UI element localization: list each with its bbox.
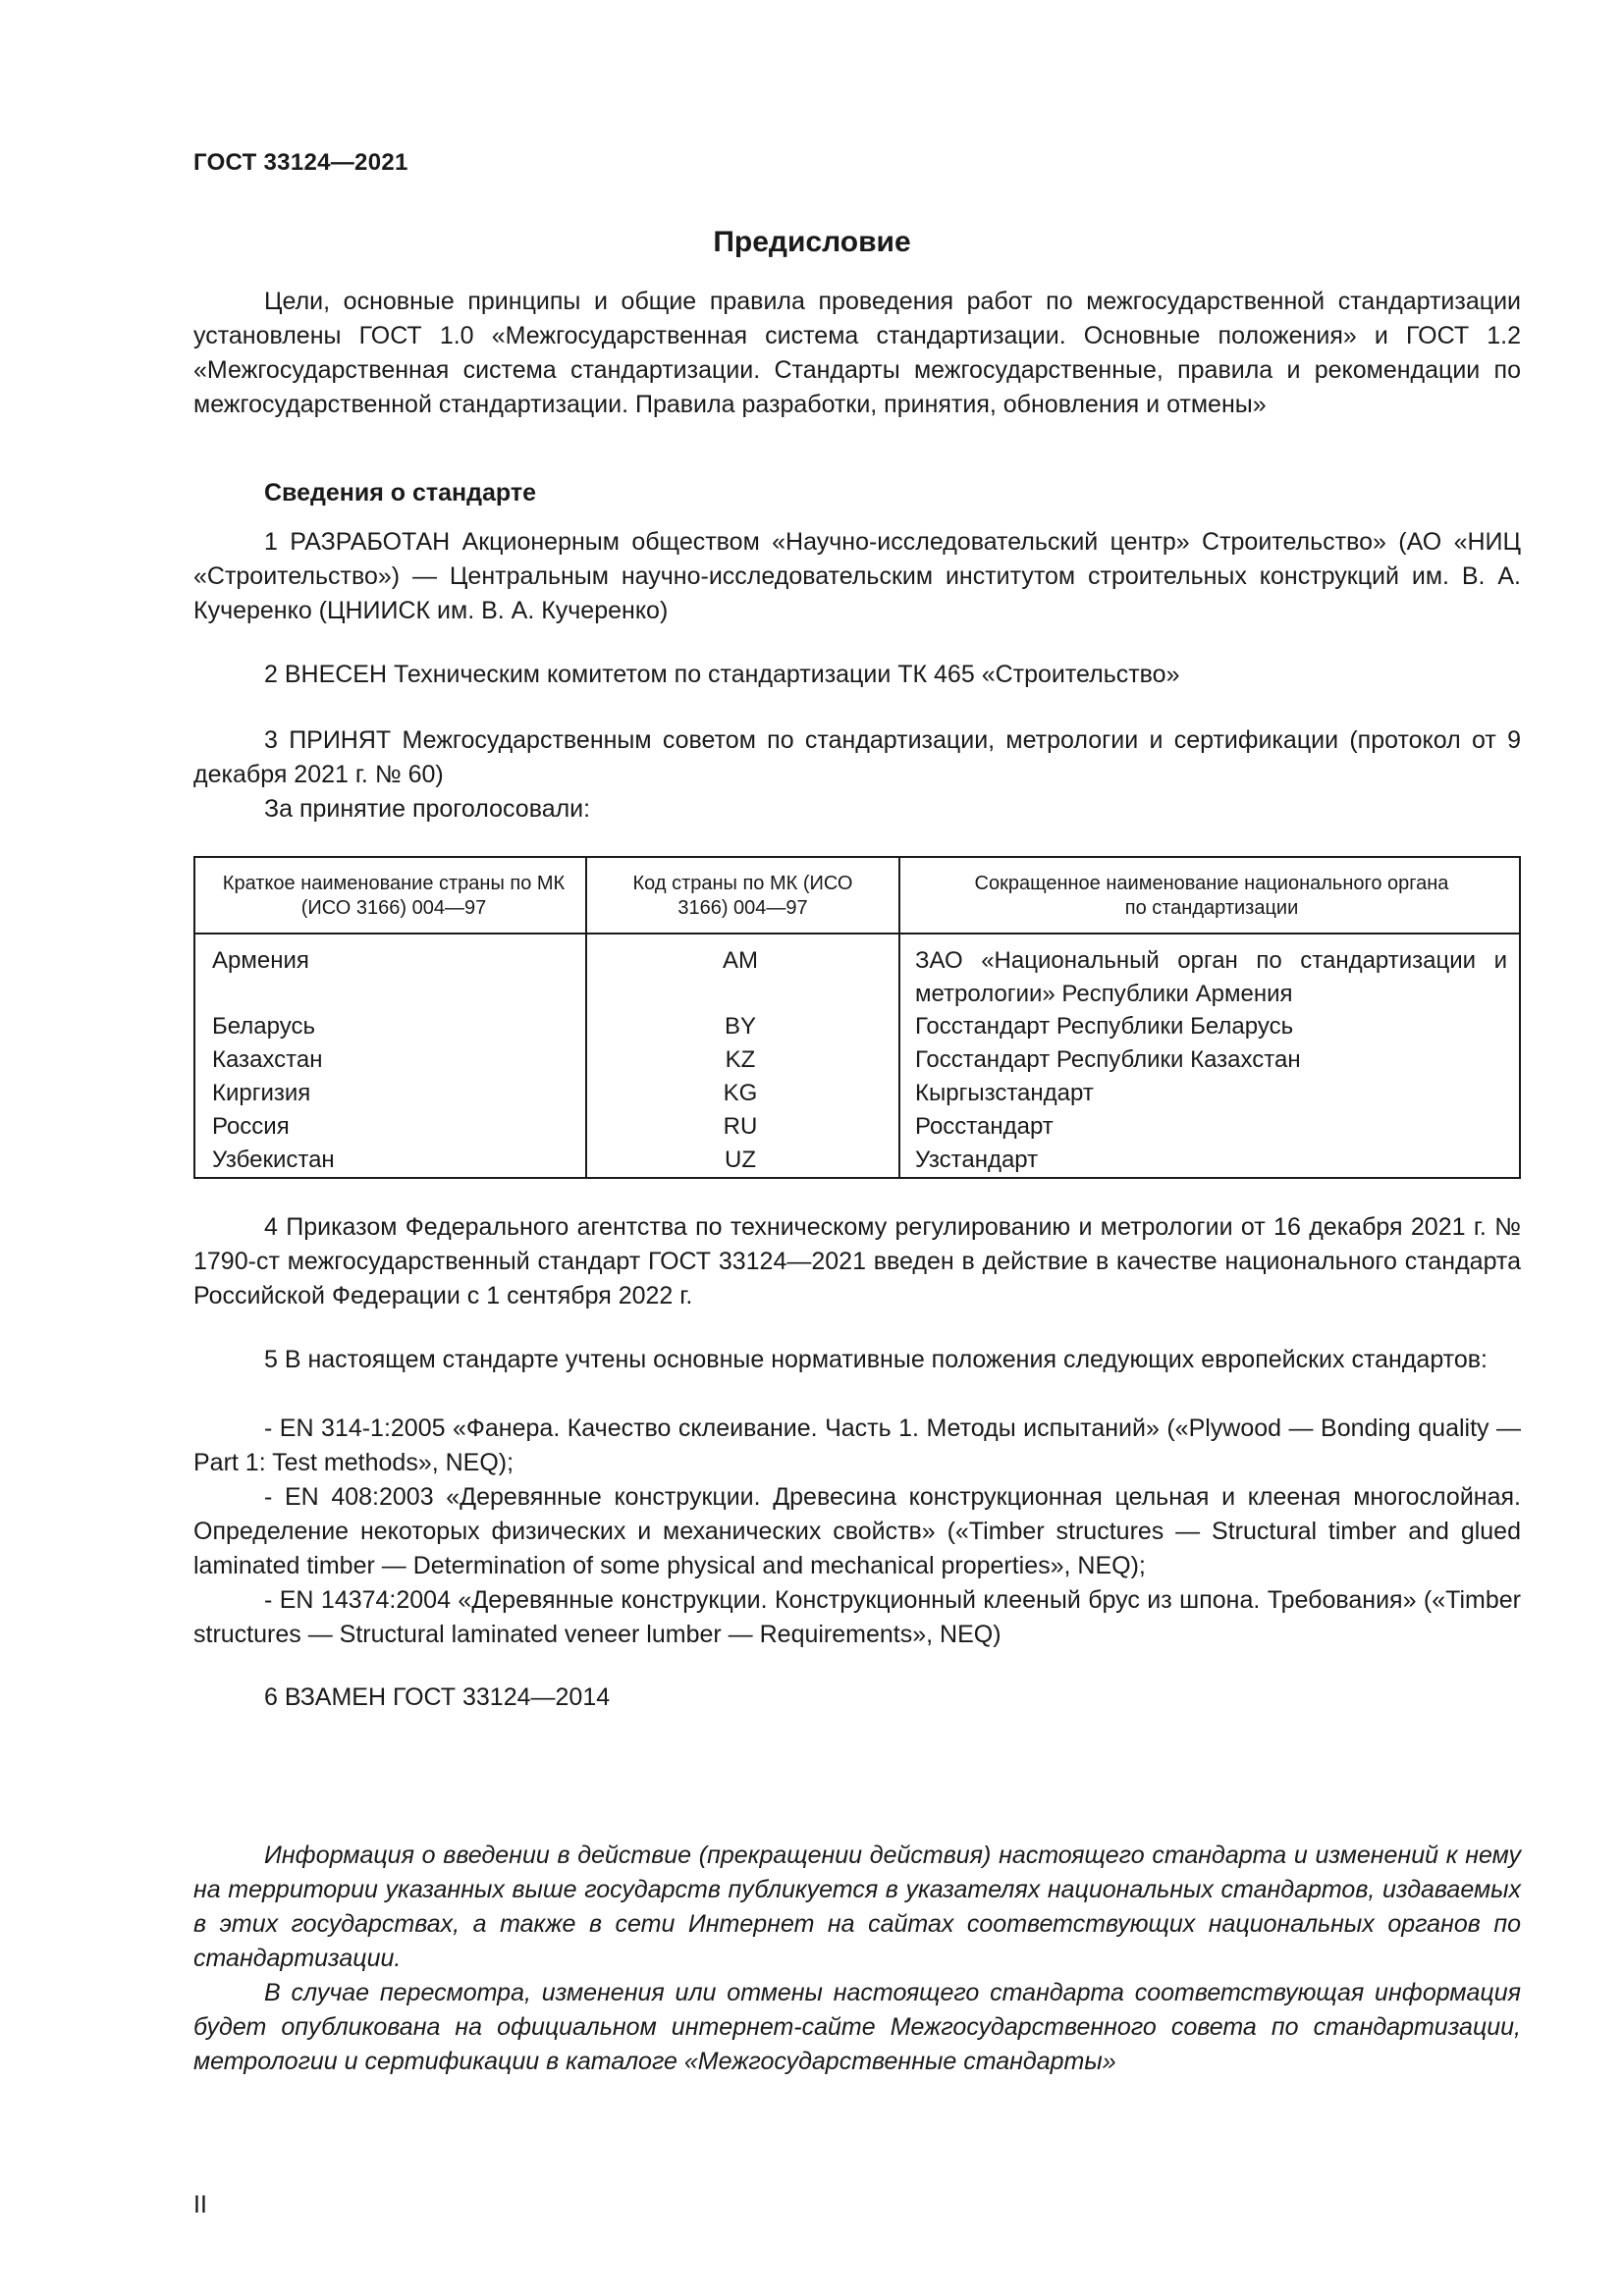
item-4-paragraph: 4 Приказом Федерального агентства по техническому регулированию и метрологии от 16 декабря 2021 г. № 1790-ст межгосударственный стандарт ГОСТ 33124—2021 введен в действие в качестве национального стандарта Российской Федерации с 1 сентября 2022 г. [193, 1213, 1521, 1309]
item-2-paragraph: 2 ВНЕСЕН Техническим комитетом по стандартизации ТК 465 «Строительство» [264, 661, 1180, 688]
table-divider [898, 858, 900, 1177]
table-cell-country: Армения [212, 947, 309, 974]
item-5-list-entry: - EN 408:2003 «Деревянные конструкции. Древесина конструкционная цельная и клееная многослойная. Определение некоторых физических и механических свойств» («Timber structures — Structural timber and glued laminated timber — Determination of some physical and mechanical properties», NEQ); [193, 1483, 1521, 1579]
table-cell-code: BY [724, 1013, 756, 1040]
table-cell-body: Госстандарт Республики Казахстан [915, 1046, 1301, 1073]
item-5-list-entry: - EN 14374:2004 «Деревянные конструкции. Конструкционный клееный брус из шпона. Требования» («Timber structures — Structural laminated veneer lumber — Requirements», NEQ) [193, 1586, 1521, 1648]
table-cell-code: KZ [725, 1046, 756, 1073]
table-cell-code: UZ [725, 1147, 756, 1173]
item-5-list-entry: - EN 314-1:2005 «Фанера. Качество склеивание. Часть 1. Методы испытаний» («Plywood — Bonding quality — Part 1: Test methods», NEQ); [193, 1415, 1521, 1476]
table-cell-body: Кыргызстандарт [915, 1080, 1094, 1106]
table-cell-body: Госстандарт Республики Беларусь [915, 1013, 1294, 1040]
notice-paragraph-1: Информация о введении в действие (прекращении действия) настоящего стандарта и изменений к нему на территории указанных выше государств публикуется в указателях национальных стандартов, издаваемых в этих государствах, а также в сети Интернет на сайтах соответствующих национальных органов по стандартизации. [193, 1842, 1521, 1972]
table-cell-code: RU [723, 1113, 758, 1140]
intro-paragraph: Цели, основные принципы и общие правила проведения работ по межгосударственной стандартизации установлены ГОСТ 1.0 «Межгосударственная система стандартизации. Основные положения» и ГОСТ 1.2 «Межгосударственная система стандартизации. Стандарты межгосударственные, правила и рекомендации по межгосударственной стандартизации. Правила разработки, принятия, обновления и отмены» [193, 288, 1521, 418]
table-cell-body: Узстандарт [915, 1147, 1039, 1173]
table-header-rule [195, 933, 1519, 934]
notice-paragraph-2: В случае пересмотра, изменения или отмены настоящего стандарта соответствующая информация будет опубликована на официальном интернет-сайте Межгосударственного совета по стандартизации, метрологии и сертификации в каталоге «Межгосударственные стандарты» [193, 1979, 1521, 2075]
document-header: ГОСТ 33124—2021 [193, 149, 408, 176]
item-3-paragraph: 3 ПРИНЯТ Межгосударственным советом по стандартизации, метрологии и сертификации (протокол от 9 декабря 2021 г. № 60) [193, 726, 1521, 788]
table-cell-country: Узбекистан [212, 1147, 335, 1173]
item-1-paragraph: 1 РАЗРАБОТАН Акционерным обществом «Научно-исследовательский центр» Строительство» (АО «НИЦ «Строительство») — Центральным научно-исследовательским институтом строительных конструкций им. В. А. Кучеренко (ЦНИИСК им. В. А. Кучеренко) [193, 528, 1521, 624]
table-cell-code: KG [723, 1080, 758, 1106]
table-header-country: Краткое наименование страны по МК (ИСО 3166) 004—97 [222, 873, 566, 919]
item-6-paragraph: 6 ВЗАМЕН ГОСТ 33124—2014 [264, 1683, 611, 1711]
item-5-paragraph: 5 В настоящем стандарте учтены основные нормативные положения следующих европейских стандартов: [264, 1346, 1488, 1373]
table-cell-code: AM [723, 947, 758, 974]
table-cell-body: Росстандарт [915, 1113, 1054, 1140]
info-heading: Сведения о стандарте [264, 479, 537, 507]
table-cell-country: Беларусь [212, 1013, 315, 1040]
page-title: Предисловие [713, 226, 911, 258]
table-header-body: Сокращенное наименование национального органа по стандартизации [974, 873, 1449, 919]
item-3-votes: За принятие проголосовали: [264, 795, 591, 823]
table-cell-body: ЗАО «Национальный орган по стандартизации и метрологии» Республики Армения [915, 947, 1507, 1007]
table-cell-country: Киргизия [212, 1080, 311, 1106]
page-number: II [193, 2191, 207, 2218]
table-divider [585, 858, 587, 1177]
table-cell-country: Казахстан [212, 1046, 323, 1073]
voting-table [193, 856, 1521, 1179]
table-cell-country: Россия [212, 1113, 290, 1140]
table-header-code: Код страны по МК (ИСО 3166) 004—97 [632, 873, 853, 919]
